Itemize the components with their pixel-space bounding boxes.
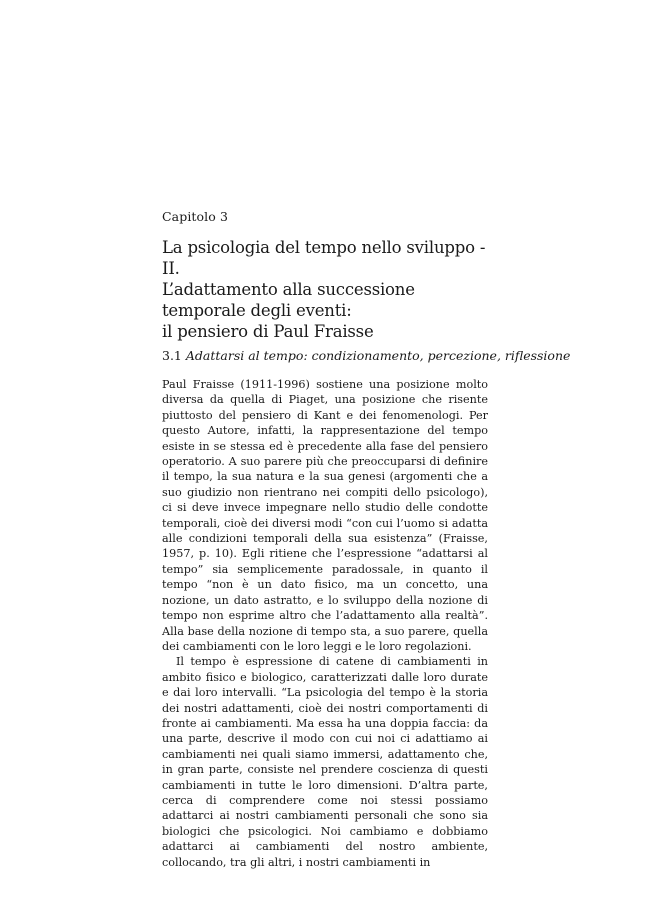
chapter-title-line: L’adattamento alla successione temporale degli eventi: <box>162 280 415 320</box>
section-number: 3.1 <box>162 348 182 363</box>
chapter-title-line: il pensiero di Paul Fraisse <box>162 322 374 341</box>
paragraph: Paul Fraisse (1911-1996) sostiene una posizione molto diversa da quella di Piaget, una posizione che risente piuttosto del pensiero di Kant e dei fenomenologi. Per questo Autore, infatti, la rappresentazione del tempo esiste in se stessa ed è precedente alla fase del pensiero operatorio. A suo parere più che preoccuparsi di definire il tempo, la sua natura e la sua genesi (argomenti che a suo giudizio non rientrano nei compiti dello psicologo), ci si deve invece impegnare nello studio delle condotte temporali, cioè dei diversi modi “con cui l’uomo si adatta alle condizioni temporali della sua esistenza” (Fraisse, 1957, p. 10). Egli ritiene che l’espressione “adattarsi al tempo” sia semplicemente paradossale, in quanto il tempo “non è un dato fisico, ma un concetto, una nozione, un dato astratto, e lo sviluppo della nozione di tempo non esprime altro che l’adattamento alla realtà”. Alla base della nozione di tempo sta, a suo parere, quella dei cambiamenti con le loro leggi e le loro regolazioni. <box>162 378 488 653</box>
chapter-title <box>162 237 492 342</box>
section-title: Adattarsi al tempo: condizionamento, percezione, riflessione <box>185 348 571 363</box>
chapter-label: Capitolo 3 <box>162 209 229 224</box>
section-heading <box>162 348 570 363</box>
body-text <box>162 377 488 870</box>
chapter-title-line: La psicologia del tempo nello sviluppo - II. <box>162 238 486 278</box>
paragraph: Il tempo è espressione di catene di cambiamenti in ambito fisico e biologico, caratterizzati dalle loro durate e dai loro intervalli. “La psicologia del tempo è la storia dei nostri adattamenti, cioè dei nostri comportamenti di fronte ai cambiamenti. Ma essa ha una doppia faccia: da una parte, descrive il modo con cui noi ci adattiamo ai cambiamenti nei quali siamo immersi, adattamento che, in gran parte, consiste nel prendere coscienza di questi cambiamenti in tutte le loro dimensioni. D’altra parte, cerca di comprendere come noi stessi possiamo adattarci ai nostri cambiamenti personali che sono sia biologici che psicologici. Noi cambiamo e dobbiamo adattarci ai cambiamenti del nostro ambiente, collocando, tra gli altri, i nostri cambiamenti in <box>162 655 488 869</box>
